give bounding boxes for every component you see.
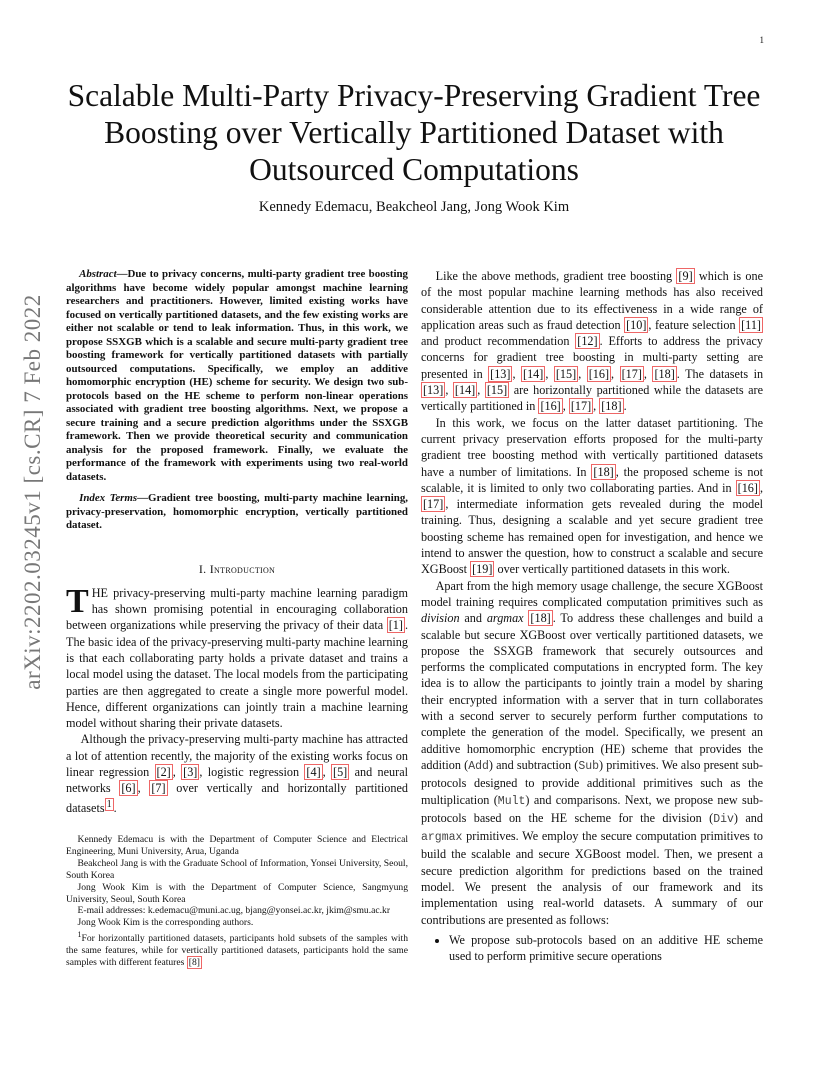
index-terms-label: Index Terms <box>79 492 138 504</box>
index-terms <box>66 492 408 533</box>
paper-authors: Kennedy Edemacu, Beakcheol Jang, Jong Wook Kim <box>258 199 570 215</box>
citation-link[interactable]: [2] <box>156 765 171 780</box>
citation-link[interactable]: [10] <box>626 317 647 332</box>
arxiv-stamp-text: arXiv:2202.03245v1 [cs.CR] 7 Feb 2022 <box>20 294 45 690</box>
abstract <box>66 268 408 484</box>
right-column <box>421 268 763 964</box>
intro-p1-text-a: HE privacy-preserving multi-party machine learning paradigm has shown promising potential in encouraging collaboration between organizations while preserving the privacy of their data <box>66 585 408 633</box>
body-text: . To address these challenges and build a scalable but secure XGBoost over vertically partitioned datasets, we propose the SSXGB framework that securely outsources and performs the complicated computations in encrypted form. The key idea is to allow the participants to jointly train a model by sharing their encrypted information with a server that in turn collaborates with a second server to securely perform further computations to complete the generation of the model. Specifically, we present an additive homomorphic encryption (HE) scheme that provides the addition ( <box>421 611 763 772</box>
intro-p2-text: and neural networks <box>66 765 408 796</box>
citation-link[interactable]: [1] <box>388 618 403 633</box>
intro-p1-text-b: . The basic idea of the privacy-preserving multi-party machine learning is that each collaborating party holds a private dataset and trains a local model using the dataset. The local models from the participating parties are then aggregated to create a single more powerful model. Hence, different organizations can jointly train a machine learning model without sharing their private datasets. <box>66 618 408 731</box>
body-text: ) and <box>733 810 763 825</box>
page-number: 1 <box>759 35 764 45</box>
separator: , <box>643 366 653 381</box>
footnote-mark[interactable]: 1 <box>106 798 112 810</box>
citation-link[interactable]: [18] <box>654 366 675 381</box>
citation-link[interactable]: [6] <box>121 781 136 796</box>
footnote-1-mark: 1 <box>77 930 82 940</box>
list-item: • We propose sub-protocols based on an additive HE scheme used to perform primitive secure operations <box>449 932 763 965</box>
footnote-1 <box>66 929 408 969</box>
citation-link[interactable]: [7] <box>151 781 166 796</box>
footnote-corresponding: Jong Wook Kim is the corresponding authors. <box>77 917 254 929</box>
body-text: Like the above methods, gradient tree boosting <box>435 269 677 283</box>
code-sub: Sub <box>578 759 600 773</box>
intro-paragraph-1 <box>66 582 408 732</box>
separator: , <box>578 366 587 381</box>
arxiv-stamp <box>20 296 46 688</box>
paper-title: Scalable Multi-Party Privacy-Preserving Gradient Tree Boosting over Vertically Partitioned Dataset with Outsourced Computations <box>67 78 761 187</box>
citation-link[interactable]: [19] <box>472 562 493 577</box>
body-text: primitives. We employ the secure computation primitives to build the scalable and secure XGBoost model. Then, we present a secure prediction algorithm for predictions based on the trained model. We present the analysis of our framework and its implementation using real-world datasets. A summary of our contributions are presented as follows: <box>421 829 763 927</box>
body-text: Apart from the high memory usage challenge, the secure XGBoost model training requires complicated computation primitives such as <box>421 578 763 609</box>
code-div: Div <box>713 812 734 826</box>
intro-p2-text: , logistic regression <box>199 765 305 780</box>
citation-link[interactable]: [16] <box>540 399 561 414</box>
body-text: , the proposed scheme is not scalable, it is limited to only two collaborating parties. And in <box>421 464 763 495</box>
intro-paragraph-2 <box>66 731 408 816</box>
citation-link[interactable]: [13] <box>423 383 444 398</box>
footnote-affiliation: Kennedy Edemacu is with the Department of Computer Science and Electrical Engineering, Muni University, Arua, Uganda <box>66 834 408 857</box>
intro-p2-text: Although the privacy-preserving multi-party machine has attracted a lot of attention recently, the majority of the existing works focus on linear regression <box>66 732 408 780</box>
citation-link[interactable]: [15] <box>486 383 508 398</box>
body-text: ) and comparisons. Next, we propose new sub-protocols based on the HE scheme for the division ( <box>421 792 764 825</box>
math-argmax: argmax <box>486 611 524 626</box>
citation-link[interactable]: [13] <box>490 366 511 381</box>
citation-link[interactable]: [18] <box>530 611 551 626</box>
code-mult: Mult <box>497 794 526 808</box>
footnote-affiliation: Jong Wook Kim is with the Department of Computer Science, Sangmyung University, Seoul, South Korea <box>66 881 408 905</box>
body-text: are horizontally partitioned while the datasets are vertically partitioned in <box>421 383 764 414</box>
intro-p2-text: . <box>113 800 117 815</box>
code-argmax: argmax <box>421 831 463 845</box>
body-text: , intermediate information gets revealed during the model training. Thus, designing a scalable and yet secure gradient tree boosting scheme has remained open for investigation, and hence we intend to answer the question, how to construct a scalable and secure XGBoost <box>421 497 763 577</box>
citation-link[interactable]: [11] <box>741 317 761 332</box>
citation-link[interactable]: [4] <box>306 765 321 780</box>
citation-link[interactable]: [5] <box>333 765 348 780</box>
footnotes <box>66 834 408 969</box>
body-text: . <box>623 399 627 414</box>
citation-link[interactable]: [12] <box>577 334 598 349</box>
body-text: , feature selection <box>648 317 740 332</box>
separator: , <box>562 399 569 414</box>
body-text: over vertically partitioned datasets in this work. <box>494 562 730 577</box>
separator: , <box>611 366 620 381</box>
citation-link[interactable]: [14] <box>523 366 544 381</box>
abstract-text: —Due to privacy concerns, multi-party gradient tree boosting algorithms have become widely popular amongst machine learning researchers and practitioners. However, limited existing works have focused on vertically partitioned datasets, and the few existing works are either not scalable or tend to leak information. Thus, in this work, we propose SSXGB which is a scalable and secure multi-party gradient tree boosting framework for vertically partitioned datasets with partially outsourced computations. Specifically, we employ an additive homomorphic encryption (HE) scheme for security. We design two sub-protocols based on the HE scheme to perform non-linear operations associated with gradient tree boosting algorithms. Next, we propose a secure training and a secure prediction algorithms under the SSXGB framework. Then we provide theoretical security and communication analysis for the proposed framework. Finally, we evaluate the performance of the framework with experiments using two real-world datasets. <box>66 268 408 483</box>
code-add: Add <box>468 759 489 773</box>
section-heading-introduction <box>66 561 408 577</box>
right-paragraph-3 <box>421 578 763 928</box>
citation-link[interactable]: [17] <box>621 366 642 381</box>
footnote-1-text: For horizontally partitioned datasets, participants hold subsets of the samples with the same features, while for vertically partitioned datasets, participants hold the same samples with different features <box>66 933 408 969</box>
separator: , <box>477 383 485 398</box>
right-paragraph-2 <box>421 415 763 578</box>
separator: , <box>137 781 150 796</box>
separator: , <box>172 765 182 780</box>
body-text: ) and subtraction ( <box>488 757 579 772</box>
body-text: In this work, we focus on the latter dataset partitioning. The current privacy preservation efforts proposed for the multi-party gradient tree boosting method with vertically partitioned datasets have a number of limitations. In <box>421 415 763 479</box>
contributions-list <box>421 932 763 965</box>
body-text: and product recommendation <box>421 334 576 349</box>
citation-link[interactable]: [16] <box>588 366 610 381</box>
citation-link[interactable]: [8] <box>188 957 200 969</box>
citation-link[interactable]: [18] <box>593 464 614 479</box>
index-terms-text: —Gradient tree boosting, multi-party machine learning, privacy-preservation, homomorphic encryption, vertically partitioned dataset. <box>66 492 408 531</box>
citation-link[interactable]: [9] <box>678 269 693 283</box>
body-text: . Efforts to address the privacy concerns for gradient tree boosting in multi-party setting are presented in <box>421 334 763 381</box>
separator: , <box>759 480 763 495</box>
body-text: and <box>459 611 487 626</box>
body-text: . The datasets in <box>676 366 764 381</box>
citation-link[interactable]: [14] <box>454 383 476 398</box>
separator: , <box>512 366 522 381</box>
separator: , <box>593 399 600 414</box>
citation-link[interactable]: [18] <box>601 399 622 414</box>
citation-link[interactable]: [17] <box>423 497 444 512</box>
section-number: I. <box>198 561 207 576</box>
section-title: Introduction <box>209 561 276 576</box>
footnote-emails: E-mail addresses: k.edemacu@muni.ac.ug, bjang@yonsei.ac.kr, jkim@smu.ac.kr <box>77 905 391 917</box>
separator: , <box>545 366 554 381</box>
citation-link[interactable]: [16] <box>737 480 758 495</box>
abstract-label: Abstract <box>79 268 117 280</box>
right-paragraph-1 <box>421 268 763 415</box>
separator: , <box>445 383 453 398</box>
citation-link[interactable]: [17] <box>570 399 592 414</box>
separator: , <box>322 765 332 780</box>
citation-link[interactable]: [15] <box>555 366 577 381</box>
body-text: which is one of the most popular machine learning methods has also received considerable attention due to its effectiveness in a wide range of application areas such as fraud detection <box>421 269 763 332</box>
math-division: division <box>421 611 460 626</box>
intro-p2-text: over vertically and horizontally partitioned datasets <box>66 781 408 815</box>
left-column <box>66 268 408 969</box>
drop-cap: T <box>66 582 89 620</box>
footnote-affiliation: Beakcheol Jang is with the Graduate School of Information, Yonsei University, Seoul, South Korea <box>66 857 408 881</box>
citation-link[interactable]: [3] <box>183 765 198 780</box>
body-text: ) primitives. We also present sub-protocols designed to provide additional primitives such as the multiplication ( <box>421 757 763 807</box>
